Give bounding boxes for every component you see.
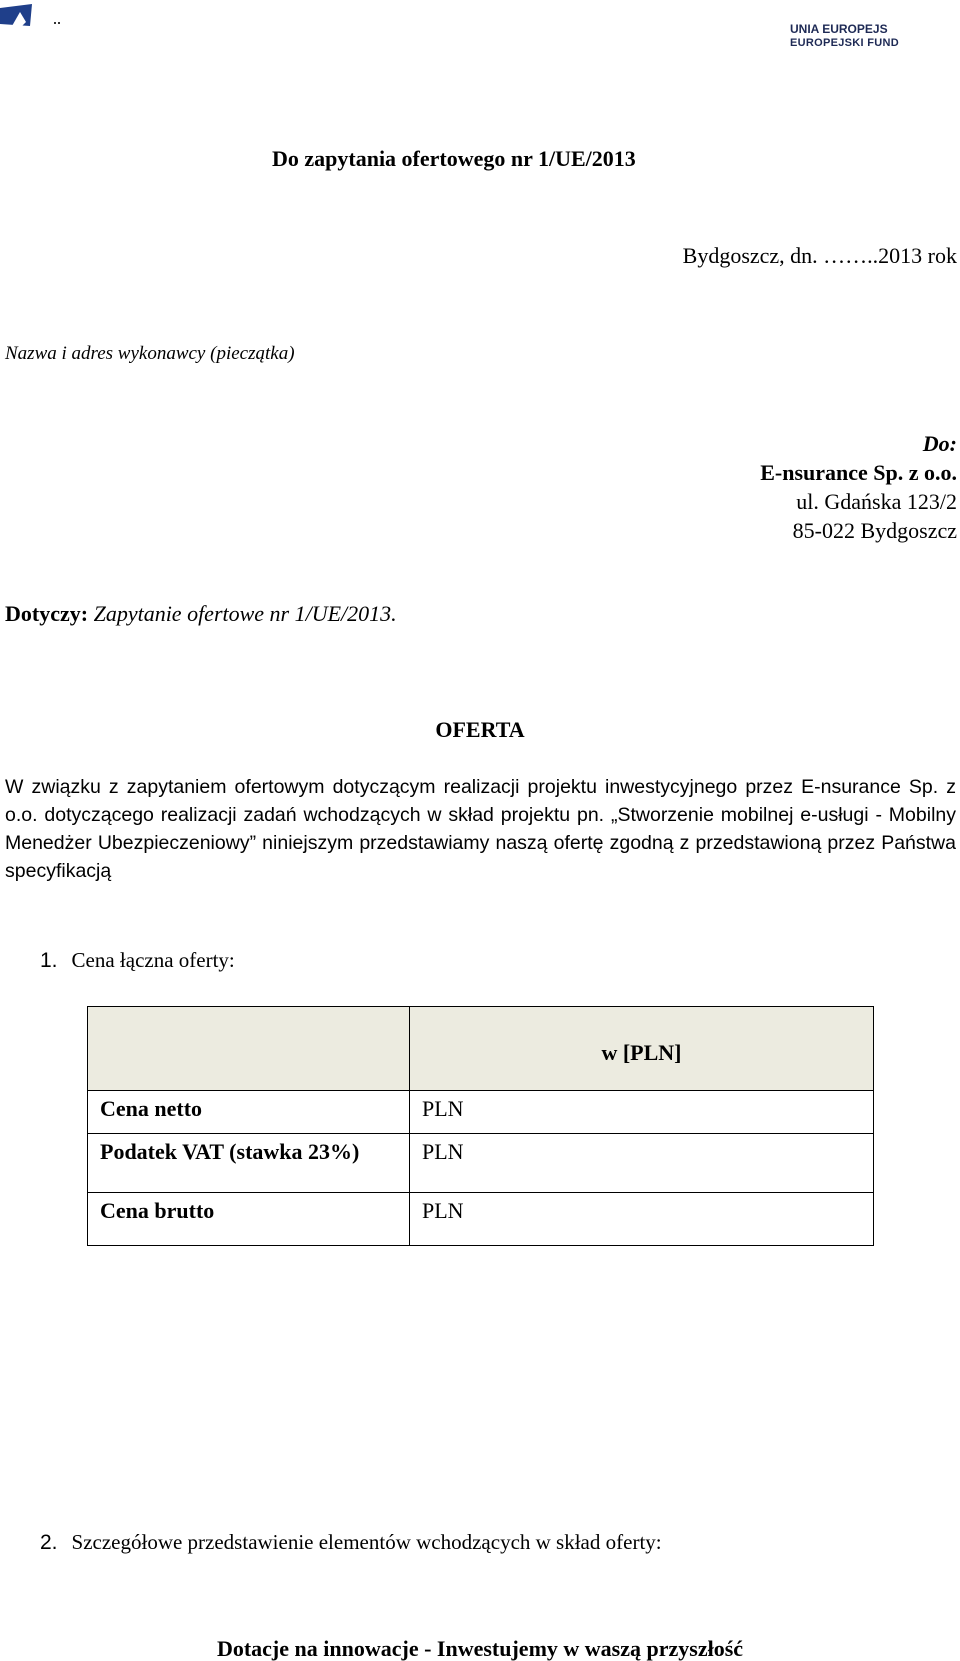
addressee-company: E-nsurance Sp. z o.o. bbox=[760, 460, 957, 485]
section-1-number: 1. bbox=[40, 949, 58, 972]
price-row-label: Cena netto bbox=[88, 1091, 410, 1134]
addressee-city: 85-022 Bydgoszcz bbox=[792, 518, 957, 543]
concerns-label: Dotyczy: bbox=[5, 601, 89, 626]
section-2-title: Szczegółowe przedstawienie elementów wchodzących w skład oferty: bbox=[71, 1530, 662, 1554]
table-row bbox=[88, 1134, 874, 1193]
price-row-unit: PLN bbox=[410, 1091, 874, 1134]
addressee-to-label: Do: bbox=[922, 431, 957, 456]
price-row-label: Cena brutto bbox=[88, 1193, 410, 1246]
concerns-line bbox=[5, 601, 397, 627]
price-row-label: Podatek VAT (stawka 23%) bbox=[88, 1134, 410, 1193]
section-1-heading bbox=[40, 948, 235, 973]
price-row-unit: PLN bbox=[410, 1134, 874, 1193]
concerns-value: Zapytanie ofertowe nr 1/UE/2013. bbox=[88, 601, 397, 626]
eu-fund-logo-left bbox=[0, 0, 60, 30]
logo-text-line1: UNIA EUROPEJS bbox=[790, 22, 888, 36]
price-row-unit: PLN bbox=[410, 1193, 874, 1246]
price-table-header-row bbox=[88, 1007, 874, 1091]
price-table-currency-header: w [PLN] bbox=[410, 1007, 874, 1091]
section-2-heading bbox=[40, 1530, 662, 1555]
eu-flag-logo-right bbox=[790, 22, 900, 46]
addressee-block bbox=[760, 429, 957, 545]
addressee-street: ul. Gdańska 123/2 bbox=[796, 489, 957, 514]
table-row bbox=[88, 1193, 874, 1246]
section-2-number: 2. bbox=[40, 1531, 58, 1554]
section-1-title: Cena łączna oferty: bbox=[71, 948, 235, 972]
price-table bbox=[87, 1006, 874, 1246]
offer-title: OFERTA bbox=[435, 717, 525, 742]
logo-text-line2: EUROPEJSKI FUND bbox=[790, 37, 900, 46]
footer-slogan: Dotacje na innowacje - Inwestujemy w waszą przyszłość bbox=[216, 1636, 744, 1661]
contractor-stamp-label: Nazwa i adres wykonawcy (pieczątka) bbox=[5, 343, 295, 364]
intro-paragraph: W związku z zapytaniem ofertowym dotyczącym realizacji projektu inwestycyjnego przez E-nsurance Sp. z o.o. dotyczącego realizacji zadań wchodzących w skład projektu pn. „Stworzenie mobilnej e-usługi - Mobilny Menedżer Ubezpieczeniowy” niniejszym przedstawiamy naszą ofertę zgodną z przedstawioną przez Państwa specyfikacją bbox=[5, 776, 956, 882]
price-table-header-empty-cell bbox=[88, 1007, 410, 1091]
reference-heading: Do zapytania ofertowego nr 1/UE/2013 bbox=[272, 146, 636, 171]
place-date: Bydgoszcz, dn. ……..2013 rok bbox=[682, 243, 957, 268]
table-row bbox=[88, 1091, 874, 1134]
